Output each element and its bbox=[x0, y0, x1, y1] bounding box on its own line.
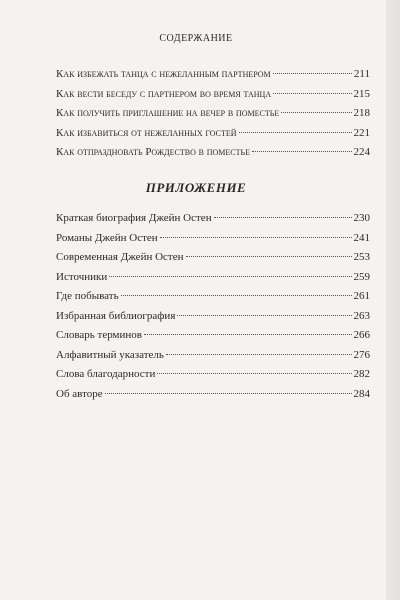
toc-entry-page: 266 bbox=[353, 329, 370, 341]
dot-leader bbox=[109, 276, 351, 277]
toc-entry bbox=[56, 88, 370, 108]
toc-entry-title: Избранная библиография bbox=[56, 309, 176, 322]
dot-leader bbox=[252, 151, 352, 152]
toc-entry-title: Как получить приглашение на вечер в поместье bbox=[56, 107, 280, 119]
toc-entry-page: 263 bbox=[353, 309, 370, 322]
toc-entry-page: 284 bbox=[353, 387, 370, 400]
dot-leader bbox=[166, 354, 352, 355]
toc-entry-title: Алфавитный указатель bbox=[56, 348, 164, 361]
dot-leader bbox=[273, 73, 352, 74]
dot-leader bbox=[214, 217, 352, 218]
toc-entry-title: Как вести беседу с партнером во время танца bbox=[56, 87, 272, 100]
toc-entry-title: Источники bbox=[56, 270, 108, 283]
dot-leader bbox=[186, 256, 352, 257]
toc-entry bbox=[56, 212, 370, 232]
toc-entry-title: Словарь терминов bbox=[56, 329, 142, 341]
toc-entry bbox=[56, 232, 370, 252]
toc-entry-title: Об авторе bbox=[56, 387, 103, 400]
appendix-heading: ПРИЛОЖЕНИЕ bbox=[145, 180, 247, 195]
toc-entry-title: Слова благодарности bbox=[56, 368, 156, 380]
dot-leader bbox=[160, 237, 352, 238]
toc-entry bbox=[56, 107, 370, 127]
toc-entry-page: 224 bbox=[353, 146, 370, 158]
toc-entry-title: Как избежать танца с нежеланным партнером bbox=[56, 68, 271, 80]
toc-entry bbox=[56, 68, 370, 88]
toc-entry-page: 230 bbox=[353, 212, 370, 224]
toc-section-appendix bbox=[56, 212, 370, 407]
toc-entry-page: 261 bbox=[353, 290, 370, 302]
dot-leader bbox=[157, 373, 351, 374]
toc-entry bbox=[56, 310, 370, 330]
toc-entry bbox=[56, 290, 370, 310]
toc-entry-page: 259 bbox=[353, 270, 370, 283]
toc-entry-page: 282 bbox=[353, 368, 370, 380]
page-edge bbox=[386, 0, 400, 600]
dot-leader bbox=[281, 112, 351, 113]
toc-entry-title: Как отпраздновать Рождество в поместье bbox=[56, 146, 250, 158]
dot-leader bbox=[239, 132, 352, 133]
toc-entry bbox=[56, 329, 370, 349]
toc-entry bbox=[56, 251, 370, 271]
toc-entry bbox=[56, 368, 370, 388]
toc-entry-title: Романы Джейн Остен bbox=[56, 231, 158, 244]
dot-leader bbox=[105, 393, 352, 394]
toc-entry bbox=[56, 146, 370, 166]
toc-entry bbox=[56, 271, 370, 291]
toc-entry-title: Краткая биография Джейн Остен bbox=[56, 212, 212, 224]
toc-entry bbox=[56, 127, 370, 147]
toc-entry-page: 221 bbox=[353, 126, 370, 139]
toc-entry-page: 211 bbox=[353, 68, 370, 80]
toc-entry-page: 215 bbox=[353, 87, 370, 100]
toc-entry bbox=[56, 349, 370, 369]
toc-entry-title: Современная Джейн Остен bbox=[56, 251, 184, 263]
dot-leader bbox=[177, 315, 351, 316]
dot-leader bbox=[121, 295, 352, 296]
dot-leader bbox=[144, 334, 352, 335]
toc-entry-page: 218 bbox=[353, 107, 370, 119]
toc-section-main bbox=[56, 68, 370, 166]
dot-leader bbox=[273, 93, 351, 94]
toc-entry-page: 276 bbox=[353, 348, 370, 361]
toc-entry-title: Где побывать bbox=[56, 290, 119, 302]
page-header: СОДЕРЖАНИЕ bbox=[159, 33, 233, 44]
toc-entry-page: 253 bbox=[353, 251, 370, 263]
toc-entry-title: Как избавиться от нежеланных гостей bbox=[56, 126, 237, 139]
toc-entry bbox=[56, 388, 370, 408]
toc-entry-page: 241 bbox=[353, 231, 370, 244]
